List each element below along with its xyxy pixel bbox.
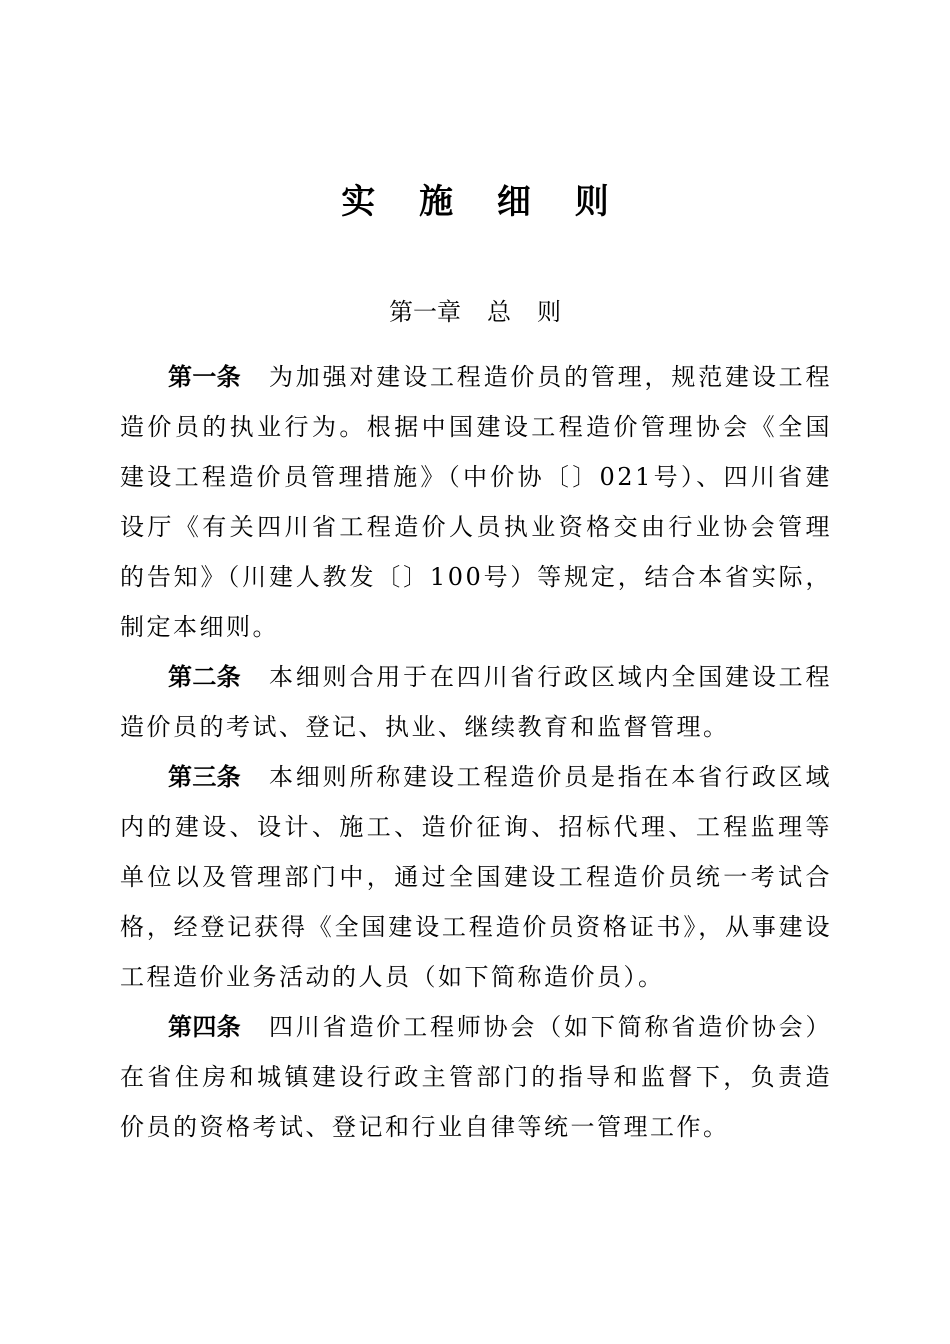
document-title: 实 施 细 则	[341, 182, 625, 222]
article-4	[120, 1002, 832, 1152]
chapter-name-part1: 总	[487, 298, 511, 326]
article-text: 四川省造价工程师协会（如下简称省造价协会）在省住房和城镇建设行政主管部门的指导和监督下，负责造价员的资格考试、登记和行业自律等统一管理工作。	[120, 1013, 833, 1141]
article-text: 本细则合用于在四川省行政区域内全国建设工程造价员的考试、登记、执业、继续教育和监督管理。	[120, 663, 833, 741]
article-label: 第一条	[168, 363, 241, 391]
article-1	[120, 352, 832, 652]
article-label: 第二条	[168, 663, 241, 691]
document-body	[120, 352, 832, 1152]
article-text: 为加强对建设工程造价员的管理，规范建设工程造价员的执业行为。根据中国建设工程造价管理协会《全国建设工程造价员管理措施》（中价协〔〕021号）、四川省建设厅《有关四川省工程造价人员执业资格交由行业协会管理的告知》（川建人教发〔〕100号）等规定，结合本省实际，制定本细则。	[120, 363, 833, 641]
article-3	[120, 752, 832, 1002]
article-label: 第四条	[168, 1013, 241, 1041]
chapter-heading	[0, 294, 950, 330]
chapter-number: 第一章	[389, 298, 461, 326]
article-text: 本细则所称建设工程造价员是指在本省行政区域内的建设、设计、施工、造价征询、招标代理、工程监理等单位以及管理部门中，通过全国建设工程造价员统一考试合格，经登记获得《全国建设工程造价员资格证书》，从事建设工程造价业务活动的人员（如下简称造价员）。	[120, 763, 833, 991]
article-label: 第三条	[168, 763, 241, 791]
article-2	[120, 652, 832, 752]
chapter-name-part2: 则	[537, 298, 561, 326]
